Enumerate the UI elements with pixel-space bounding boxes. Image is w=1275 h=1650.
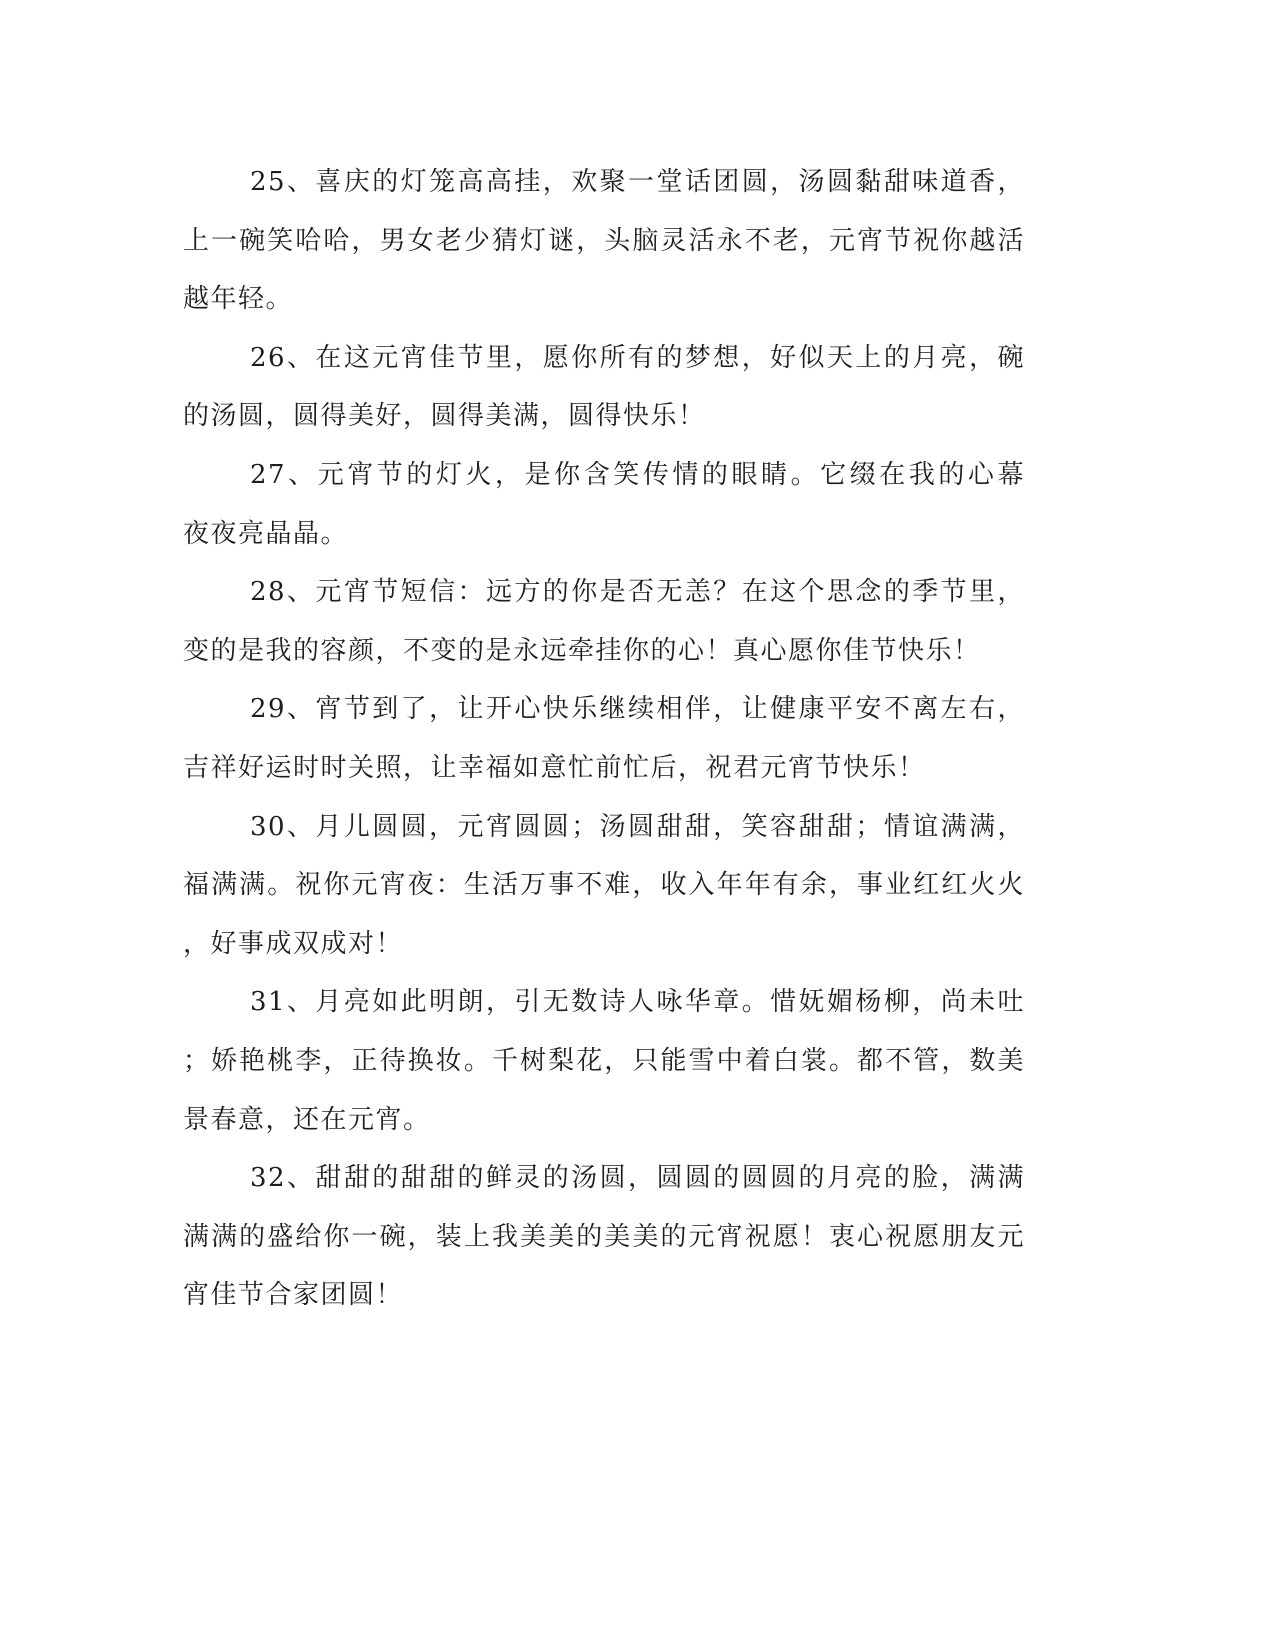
text-line: 28、元宵节短信：远方的你是否无恙？在这个思念的季节里， (250, 577, 1025, 608)
paragraph-25 (183, 153, 1025, 329)
paragraph-30 (183, 798, 1025, 974)
text-line: 的汤圆，圆得美好，圆得美满，圆得快乐！ (183, 401, 706, 432)
text-line: 25、喜庆的灯笼高高挂，欢聚一堂话团圆，汤圆黏甜味道香， (250, 167, 1025, 197)
text-line: 越年轻。 (183, 284, 294, 315)
text-line: 32、甜甜的甜甜的鲜灵的汤圆，圆圆的圆圆的月亮的脸，满满 (250, 1163, 1025, 1194)
text-line: 31、月亮如此明朗，引无数诗人咏华章。惜妩媚杨柳，尚未吐 (250, 987, 1025, 1018)
text-line: 上一碗笑哈哈，男女老少猜灯谜，头脑灵活永不老，元宵节祝你越活 (183, 225, 1025, 256)
text-line: 满满的盛给你一碗，装上我美美的美美的元宵祝愿！衷心祝愿朋友元 (183, 1221, 1025, 1252)
text-line: 29、宵节到了，让开心快乐继续相伴，让健康平安不离左右， (250, 694, 1025, 725)
paragraph-28 (183, 563, 1025, 680)
text-line: 吉祥好运时时关照，让幸福如意忙前忙后，祝君元宵节快乐！ (183, 752, 926, 783)
paragraph-27 (183, 446, 1025, 563)
text-line: 景春意，还在元宵。 (183, 1104, 431, 1135)
paragraph-31 (183, 973, 1025, 1149)
document-body (183, 153, 1025, 1325)
text-line: 27、元宵节的灯火，是你含笑传情的眼睛。它缀在我的心幕 (250, 459, 1025, 490)
text-line: 夜夜亮晶晶。 (183, 518, 349, 549)
text-line: 变的是我的容颜，不变的是永远牵挂你的心！真心愿你佳节快乐！ (183, 635, 981, 666)
text-line: ，好事成双成对！ (183, 928, 404, 959)
paragraph-32 (183, 1149, 1025, 1325)
paragraph-29 (183, 680, 1025, 797)
text-line: 福满满。祝你元宵夜：生活万事不难，收入年年有余，事业红红火火 (183, 870, 1025, 901)
text-line: 30、月儿圆圆，元宵圆圆；汤圆甜甜，笑容甜甜；情谊满满， (250, 811, 1025, 842)
text-line: 26、在这元宵佳节里，愿你所有的梦想，好似天上的月亮，碗 (250, 342, 1025, 373)
paragraph-26 (183, 329, 1025, 446)
text-line: ；娇艳桃李，正待换妆。千树梨花，只能雪中着白裳。都不管，数美 (183, 1045, 1025, 1076)
text-line: 宵佳节合家团圆！ (183, 1280, 404, 1311)
